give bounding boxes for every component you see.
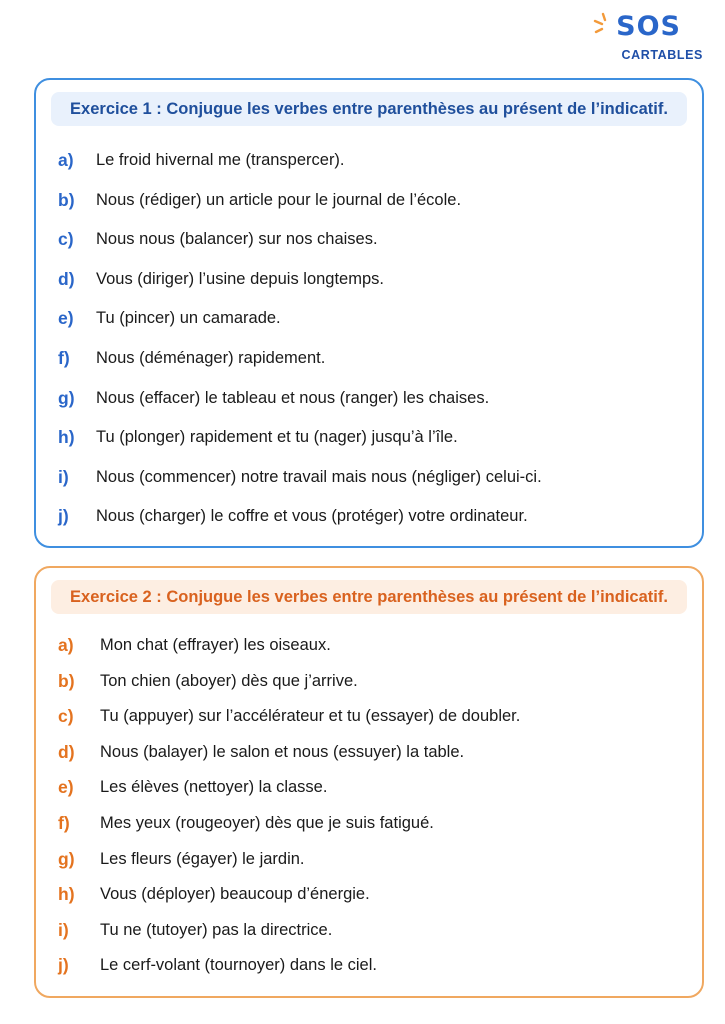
- exercise-item: [36, 699, 702, 735]
- exercise-item: [36, 913, 702, 949]
- item-letter: c): [58, 706, 74, 727]
- item-letter: i): [58, 919, 69, 940]
- item-text: Tu (plonger) rapidement et tu (nager) jusqu’à l’île.: [96, 428, 458, 447]
- exercise-1-box: [34, 78, 704, 548]
- item-letter: h): [58, 884, 75, 905]
- exercise-item: [36, 340, 702, 380]
- item-text: Le cerf-volant (tournoyer) dans le ciel.: [100, 956, 377, 975]
- exercise-2-title: Exercice 2 : Conjugue les verbes entre parenthèses au présent de l’indicatif.: [51, 580, 687, 614]
- exercise-item: [36, 261, 702, 301]
- item-letter: b): [58, 189, 75, 210]
- item-letter: h): [58, 427, 75, 448]
- item-text: Ton chien (aboyer) dès que j’arrive.: [100, 671, 358, 690]
- item-text: Mes yeux (rougeoyer) dès que je suis fatigué.: [100, 813, 434, 832]
- exercise-item: [36, 735, 702, 771]
- item-letter: d): [58, 741, 75, 762]
- item-text: Nous nous (balancer) sur nos chaises.: [96, 230, 378, 249]
- exercise-item: [36, 628, 702, 664]
- item-letter: b): [58, 670, 75, 691]
- exercise-item: [36, 182, 702, 222]
- item-text: Nous (commencer) notre travail mais nous (négliger) celui-ci.: [96, 467, 542, 486]
- exercise-2-list: [36, 628, 702, 984]
- logo-subtitle: CARTABLES: [621, 48, 703, 62]
- item-letter: e): [58, 777, 74, 798]
- logo-name: SOS: [616, 11, 681, 42]
- item-text: Nous (rédiger) un article pour le journal de l’école.: [96, 190, 462, 209]
- exercise-item: [36, 142, 702, 182]
- item-text: Le froid hivernal me (transpercer).: [96, 151, 345, 169]
- item-text: Les élèves (nettoyer) la classe.: [100, 778, 328, 797]
- item-letter: j): [58, 955, 69, 976]
- exercise-item: [36, 380, 702, 420]
- exercise-item: [36, 459, 702, 499]
- exercise-item: [36, 770, 702, 806]
- exercise-item: [36, 300, 702, 340]
- item-text: Nous (balayer) le salon et nous (essuyer) la table.: [100, 742, 465, 761]
- item-text: Nous (déménager) rapidement.: [96, 348, 326, 367]
- item-letter: e): [58, 308, 74, 329]
- item-text: Nous (charger) le coffre et vous (protéger) votre ordinateur.: [96, 507, 528, 526]
- item-letter: f): [58, 347, 70, 368]
- exercise-1-list: [36, 142, 702, 538]
- exercise-1-title: Exercice 1 : Conjugue les verbes entre parenthèses au présent de l’indicatif.: [51, 92, 687, 126]
- exercise-item: [36, 664, 702, 700]
- exercise-item: [36, 842, 702, 878]
- item-text: Nous (effacer) le tableau et nous (ranger) les chaises.: [96, 388, 490, 407]
- item-text: Tu ne (tutoyer) pas la directrice.: [100, 920, 333, 939]
- item-text: Les fleurs (égayer) le jardin.: [100, 849, 305, 868]
- sun-rays-icon: [593, 12, 613, 36]
- item-letter: c): [58, 229, 74, 250]
- exercise-item: [36, 948, 702, 984]
- item-text: Tu (pincer) un camarade.: [96, 309, 281, 328]
- item-letter: g): [58, 387, 75, 408]
- item-letter: f): [58, 812, 70, 833]
- exercise-item: [36, 806, 702, 842]
- item-text: Vous (diriger) l’usine depuis longtemps.: [96, 269, 384, 288]
- item-letter: a): [58, 150, 74, 170]
- exercise-item: [36, 419, 702, 459]
- item-text: Mon chat (effrayer) les oiseaux.: [100, 636, 331, 654]
- item-text: Vous (déployer) beaucoup d’énergie.: [100, 885, 370, 904]
- exercise-item: [36, 221, 702, 261]
- item-text: Tu (appuyer) sur l’accélérateur et tu (essayer) de doubler.: [100, 707, 521, 726]
- sos-cartables-logo: [593, 10, 705, 66]
- exercise-item: [36, 498, 702, 538]
- item-letter: a): [58, 635, 74, 655]
- exercise-2-box: [34, 566, 704, 998]
- item-letter: j): [58, 506, 69, 527]
- exercise-item: [36, 877, 702, 913]
- item-letter: i): [58, 466, 69, 487]
- item-letter: d): [58, 268, 75, 289]
- item-letter: g): [58, 848, 75, 869]
